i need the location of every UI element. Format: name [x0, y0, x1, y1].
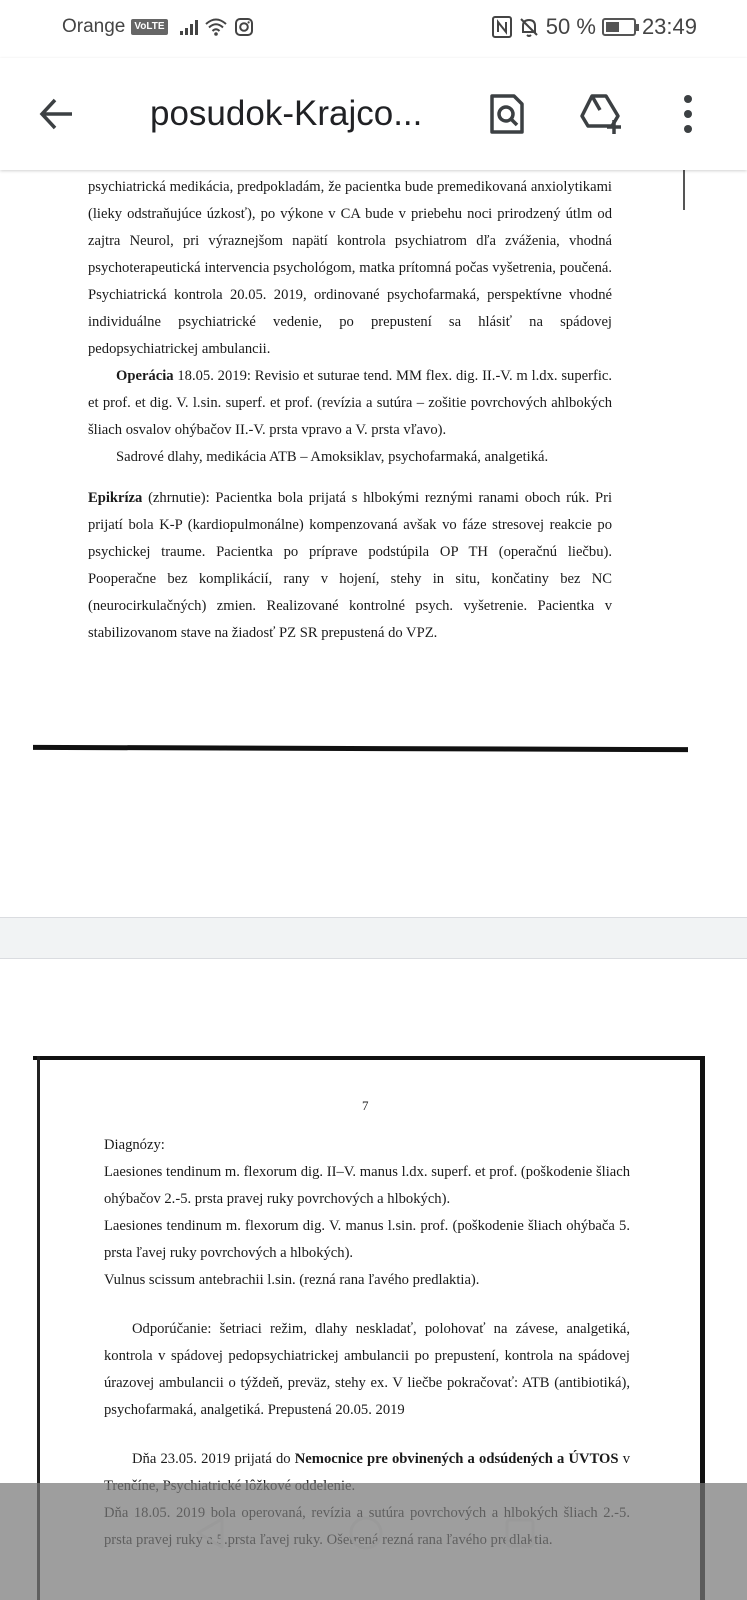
- epicrisis-paragraph: [88, 485, 612, 647]
- nav-back-button[interactable]: [190, 1513, 230, 1553]
- operation-label: Operácia: [116, 368, 174, 384]
- diagnosis-item: Laesiones tendinum m. flexorum dig. II–V. manus l.dx. superf. et prof. (poškodenie šliach ohýbačov 2.-5. prsta pravej ruky povrchových a hlbokých).: [104, 1164, 630, 1207]
- page-number: 7: [362, 1098, 369, 1113]
- epicrisis-text: (zhrnutie): Pacientka bola prijatá s hlbokými reznými ranami oboch rúk. Pri prijatí bola K-P (kardiopulmonálne) kompenzovaná avšak vo fáze stresovej reakcie po psychickej traume. Pacientka po príprave podstúpila OP TH (operačnú liečbu). Pooperačne bez komplikácií, rany v hojení, stehy in situ, končatiny bez NC (neurocirkulačných) zmien. Realizované kontrolné psych. vyšetrenie. Pacientka v stabilizovanom stave na žiadosť PZ SR prepustená do VPZ.: [88, 490, 612, 641]
- signal-icon: [180, 19, 198, 35]
- status-bar: [0, 0, 747, 58]
- page-separator: [0, 917, 747, 959]
- operation-text: 18.05. 2019: Revisio et suturae tend. MM flex. dig. II.-V. m l.dx. superfic. et prof. et dig. V. l.sin. superf. et prof. (revízia a sutúra – zošitie povrchových ahlbokých šliach osvalov ohýbačov II.-V. prsta vpravo a V. prsta vľavo).: [88, 368, 612, 438]
- psychiatric-paragraph: psychiatrická medikácia, predpokladám, že pacientka bude premedikovaná anxiolytikami (lieky odstraňujúce úzkosť), po výkone v CA bude v priebehu noci prirodzený útlm od zajtra Neurol, pri výraznejšom napätí kontrola psychiatrom dľa zváženia, vhodná psychoterapeutická intervencia psychológom, matka prítomná počas vyšetrenia, poučená. Psychiatrická kontrola 20.05. 2019, ordinované psychofarmaká, perspektívne vhodné individuálne psychiatrické vedenie, po prepustení sa hlásiť na spádovej pedopsychiatrickej ambulancii.: [88, 179, 612, 357]
- volte-badge: VoLTE: [131, 19, 167, 35]
- nav-recents-button[interactable]: [500, 1513, 540, 1553]
- more-vert-icon[interactable]: [666, 92, 710, 136]
- app-bar: [0, 58, 747, 170]
- mute-icon: [518, 16, 540, 38]
- diagnosis-item: Laesiones tendinum m. flexorum dig. V. manus l.sin. prof. (poškodenie šliach ohýbača 5. prsta ľavej ruky povrchových a hlbokých).: [104, 1218, 630, 1261]
- spacer: [104, 1294, 630, 1316]
- epicrisis-label: Epikríza: [88, 490, 143, 506]
- casts-paragraph: Sadrové dlahy, medikácia ATB – Amoksiklav, psychofarmaká, analgetiká.: [116, 449, 549, 465]
- more-options-button[interactable]: [666, 92, 710, 136]
- operation-paragraph: [88, 363, 612, 444]
- wifi-icon: [204, 17, 228, 37]
- status-right: [492, 14, 697, 40]
- nav-home-button[interactable]: [346, 1513, 386, 1553]
- add-to-drive-icon[interactable]: [578, 92, 624, 136]
- page-border: [33, 745, 688, 752]
- nfc-icon: [492, 16, 512, 38]
- back-button[interactable]: [36, 94, 76, 134]
- back-triangle-icon[interactable]: [190, 1513, 230, 1553]
- spacer: [88, 471, 612, 485]
- carrier-name: Orange: [62, 16, 126, 37]
- find-in-document-icon[interactable]: [484, 92, 528, 136]
- document-title: posudok-Krajco...: [150, 94, 423, 133]
- status-left: [62, 16, 254, 38]
- page1-text: [88, 174, 612, 647]
- find-in-document-button[interactable]: [484, 92, 528, 136]
- admission-suffix: v: [622, 1451, 630, 1467]
- instagram-icon: [234, 17, 254, 37]
- admission-prefix: Dňa 23.05. 2019 prijatá do: [132, 1451, 295, 1467]
- battery-percent: 50 %: [545, 14, 596, 39]
- spacer: [104, 1424, 630, 1446]
- back-arrow-icon[interactable]: [36, 94, 76, 134]
- clock: 23:49: [641, 14, 697, 39]
- page-border: [33, 1056, 705, 1060]
- recommendation-paragraph: Odporúčanie: šetriaci režim, dlahy neskladať, polohovať na závese, analgetiká, kontrola v spádovej pedopsychiatrickej ambulancii po prepustení, kontrola na spádovej úrazovej ambulancii o týždeň, preväz, stehy ex. V liečbe pokračovať: ATB (antibiotiká), psychofarmaká, analgetiká. Prepustená 20.05. 2019: [104, 1321, 630, 1418]
- diagnoses-heading: Diagnózy:: [104, 1137, 165, 1153]
- navigation-bar: [0, 1483, 747, 1600]
- home-circle-icon[interactable]: [346, 1513, 386, 1553]
- diagnosis-item: Vulnus scissum antebrachii l.sin. (rezná rana ľavého predlaktia).: [104, 1272, 480, 1288]
- battery-icon: [602, 18, 636, 36]
- hospital-name: Nemocnice pre obvinených a odsúdených a ÚVTOS: [294, 1451, 619, 1467]
- add-to-drive-button[interactable]: [578, 92, 622, 136]
- page-border: [683, 170, 685, 210]
- document-viewer[interactable]: [0, 170, 747, 1600]
- recents-square-icon[interactable]: [500, 1513, 540, 1553]
